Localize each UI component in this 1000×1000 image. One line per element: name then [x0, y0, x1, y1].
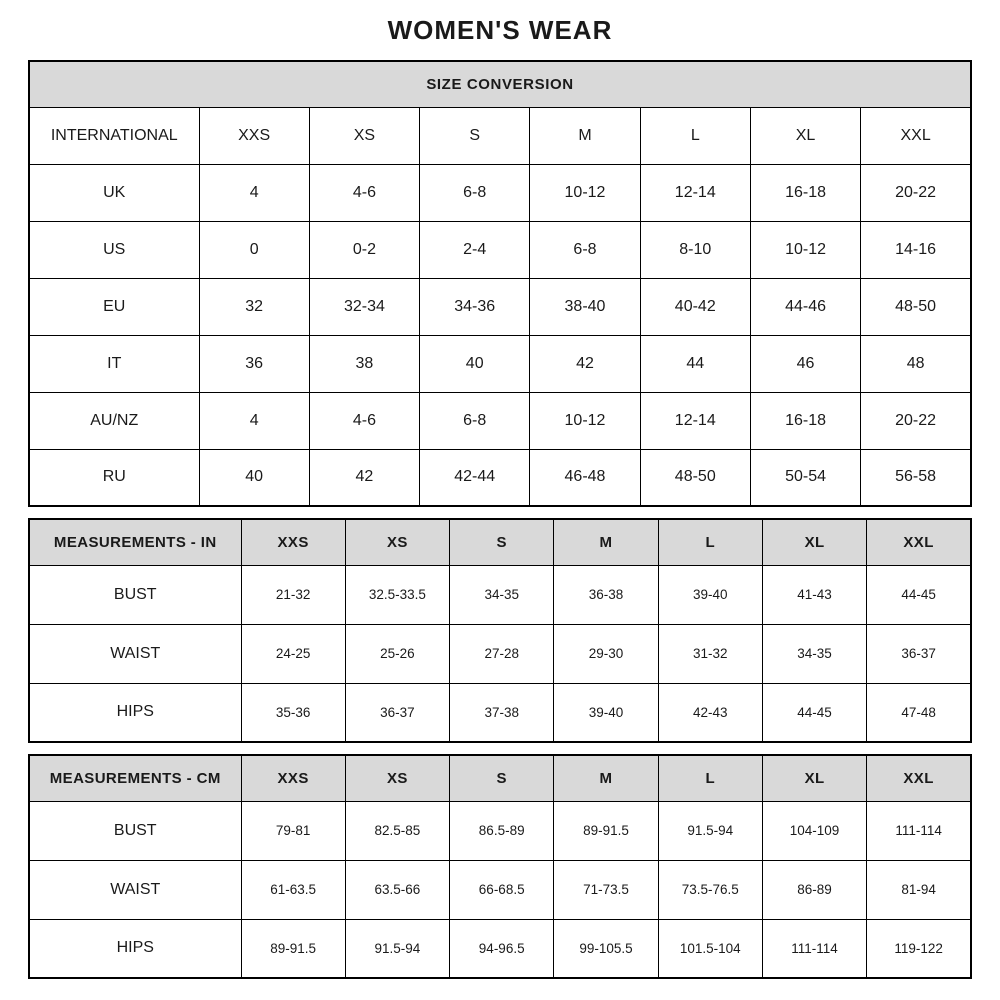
- table-cell: 39-40: [658, 565, 762, 624]
- column-header: XXL: [861, 107, 971, 164]
- table-cell: 44-46: [750, 278, 860, 335]
- table-cell: 99-105.5: [554, 919, 658, 978]
- row-label: WAIST: [29, 624, 241, 683]
- table-row: [29, 860, 971, 919]
- table-cell: 29-30: [554, 624, 658, 683]
- table-cell: 79-81: [241, 801, 345, 860]
- table-cell: 41-43: [762, 565, 866, 624]
- column-header: XXS: [241, 755, 345, 801]
- column-header: XS: [309, 107, 419, 164]
- table-cell: 50-54: [750, 449, 860, 506]
- table-row: [29, 624, 971, 683]
- table-cell: 119-122: [867, 919, 971, 978]
- table-cell: 89-91.5: [554, 801, 658, 860]
- table-cell: 39-40: [554, 683, 658, 742]
- table-cell: 35-36: [241, 683, 345, 742]
- table-cell: 10-12: [750, 221, 860, 278]
- table-cell: 48-50: [640, 449, 750, 506]
- table-cell: 16-18: [750, 164, 860, 221]
- table-cell: 111-114: [867, 801, 971, 860]
- row-label: IT: [29, 335, 199, 392]
- table-cell: 12-14: [640, 392, 750, 449]
- table-cell: 10-12: [530, 164, 640, 221]
- row-label: UK: [29, 164, 199, 221]
- table-cell: 47-48: [867, 683, 971, 742]
- table-cell: 2-4: [420, 221, 530, 278]
- table-cell: 86-89: [762, 860, 866, 919]
- table-cell: 24-25: [241, 624, 345, 683]
- table-header-row: [29, 755, 971, 801]
- column-header: XL: [762, 755, 866, 801]
- table-row: [29, 565, 971, 624]
- table-cell: 40: [199, 449, 309, 506]
- column-header: XXS: [199, 107, 309, 164]
- column-header: L: [640, 107, 750, 164]
- table-cell: 14-16: [861, 221, 971, 278]
- row-label: RU: [29, 449, 199, 506]
- column-header: XXL: [867, 755, 971, 801]
- table-cell: 46: [750, 335, 860, 392]
- table-cell: 6-8: [420, 164, 530, 221]
- table-cell: 46-48: [530, 449, 640, 506]
- table-cell: 104-109: [762, 801, 866, 860]
- table-cell: 38-40: [530, 278, 640, 335]
- table-cell: 25-26: [345, 624, 449, 683]
- row-label: BUST: [29, 565, 241, 624]
- column-header: MEASUREMENTS - CM: [29, 755, 241, 801]
- table-cell: 4: [199, 164, 309, 221]
- table-cell: 12-14: [640, 164, 750, 221]
- table-cell: 20-22: [861, 164, 971, 221]
- table-cell: 42: [530, 335, 640, 392]
- table-cell: 44: [640, 335, 750, 392]
- table-cell: 40: [420, 335, 530, 392]
- table-cell: 101.5-104: [658, 919, 762, 978]
- table-cell: 4: [199, 392, 309, 449]
- table-cell: 61-63.5: [241, 860, 345, 919]
- table-cell: 37-38: [450, 683, 554, 742]
- column-header: XL: [750, 107, 860, 164]
- table-row: [29, 335, 971, 392]
- row-label: HIPS: [29, 919, 241, 978]
- column-header: MEASUREMENTS - IN: [29, 519, 241, 565]
- row-label: HIPS: [29, 683, 241, 742]
- column-header: XS: [345, 519, 449, 565]
- row-label: EU: [29, 278, 199, 335]
- table-cell: 8-10: [640, 221, 750, 278]
- measurements-cm-table: [28, 754, 972, 979]
- table-cell: 86.5-89: [450, 801, 554, 860]
- table-cell: 56-58: [861, 449, 971, 506]
- column-header: S: [450, 519, 554, 565]
- column-header: XXS: [241, 519, 345, 565]
- table-cell: 82.5-85: [345, 801, 449, 860]
- table-cell: 94-96.5: [450, 919, 554, 978]
- table-cell: 36-38: [554, 565, 658, 624]
- table-cell: 40-42: [640, 278, 750, 335]
- table-cell: 66-68.5: [450, 860, 554, 919]
- table-cell: 20-22: [861, 392, 971, 449]
- column-header: S: [450, 755, 554, 801]
- column-header: M: [554, 519, 658, 565]
- table-cell: 10-12: [530, 392, 640, 449]
- table-cell: 91.5-94: [345, 919, 449, 978]
- column-header: M: [530, 107, 640, 164]
- table-cell: 89-91.5: [241, 919, 345, 978]
- row-label: BUST: [29, 801, 241, 860]
- table-cell: 4-6: [309, 164, 419, 221]
- table-cell: 34-36: [420, 278, 530, 335]
- table-cell: 81-94: [867, 860, 971, 919]
- table-cell: 6-8: [420, 392, 530, 449]
- table-cell: 42: [309, 449, 419, 506]
- table-row: [29, 449, 971, 506]
- table-cell: 73.5-76.5: [658, 860, 762, 919]
- table-cell: 38: [309, 335, 419, 392]
- table-cell: 27-28: [450, 624, 554, 683]
- table-cell: 34-35: [450, 565, 554, 624]
- table-cell: 31-32: [658, 624, 762, 683]
- table-cell: 32.5-33.5: [345, 565, 449, 624]
- table-cell: 42-44: [420, 449, 530, 506]
- table-cell: 32: [199, 278, 309, 335]
- table-row: [29, 919, 971, 978]
- table-cell: 0: [199, 221, 309, 278]
- table-cell: 0-2: [309, 221, 419, 278]
- table-cell: 42-43: [658, 683, 762, 742]
- table-row: [29, 801, 971, 860]
- table-row: [29, 164, 971, 221]
- table-row: [29, 221, 971, 278]
- table-cell: 36: [199, 335, 309, 392]
- table-title: SIZE CONVERSION: [29, 61, 971, 107]
- table-cell: 6-8: [530, 221, 640, 278]
- column-header: INTERNATIONAL: [29, 107, 199, 164]
- row-label: WAIST: [29, 860, 241, 919]
- column-header: XS: [345, 755, 449, 801]
- column-header: M: [554, 755, 658, 801]
- table-cell: 48: [861, 335, 971, 392]
- table-header-row: [29, 519, 971, 565]
- table-row: [29, 392, 971, 449]
- table-cell: 21-32: [241, 565, 345, 624]
- row-label: US: [29, 221, 199, 278]
- table-cell: 36-37: [345, 683, 449, 742]
- table-cell: 111-114: [762, 919, 866, 978]
- table-cell: 34-35: [762, 624, 866, 683]
- table-cell: 71-73.5: [554, 860, 658, 919]
- table-cell: 63.5-66: [345, 860, 449, 919]
- table-cell: 48-50: [861, 278, 971, 335]
- measurements-in-table: [28, 518, 972, 743]
- table-cell: 44-45: [867, 565, 971, 624]
- size-conversion-table: [28, 60, 972, 507]
- row-label: AU/NZ: [29, 392, 199, 449]
- table-cell: 32-34: [309, 278, 419, 335]
- page-title: WOMEN'S WEAR: [387, 15, 613, 45]
- table-cell: 44-45: [762, 683, 866, 742]
- column-header: L: [658, 755, 762, 801]
- column-header: S: [420, 107, 530, 164]
- table-cell: 36-37: [867, 624, 971, 683]
- table-row: [29, 278, 971, 335]
- table-cell: 16-18: [750, 392, 860, 449]
- column-header: XXL: [867, 519, 971, 565]
- table-cell: 4-6: [309, 392, 419, 449]
- table-title-row: [29, 61, 971, 107]
- table-row: [29, 683, 971, 742]
- table-cell: 91.5-94: [658, 801, 762, 860]
- table-header-row: [29, 107, 971, 164]
- column-header: XL: [762, 519, 866, 565]
- column-header: L: [658, 519, 762, 565]
